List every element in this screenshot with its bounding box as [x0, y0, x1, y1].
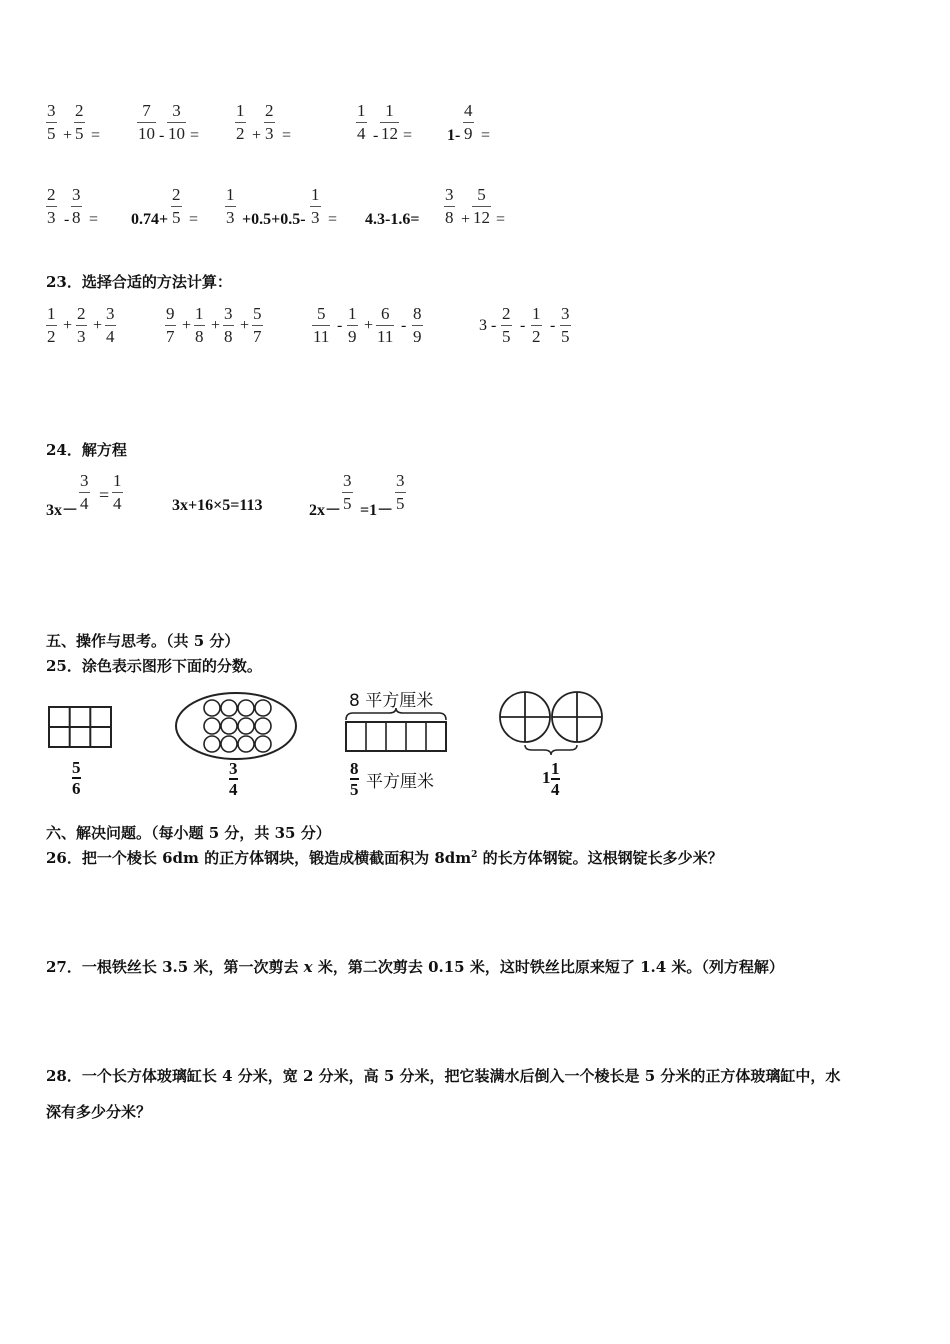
operator: + — [63, 317, 73, 334]
operator: + — [461, 211, 471, 228]
section-6-title: 六、解决问题。（每小题 5 分，共 35 分） — [46, 824, 331, 842]
equals-sign: = — [481, 127, 491, 144]
operator: + — [364, 317, 374, 334]
expression-text: 3x+16×5=113 — [172, 497, 263, 514]
q24-title: 24．解方程 — [46, 441, 127, 459]
fraction: 3 4 — [80, 471, 89, 513]
fig3-unit-label: 平方厘米 — [366, 772, 434, 792]
q25-title: 25．涂色表示图形下面的分数。 — [46, 657, 262, 675]
equals-sign: = — [89, 211, 99, 228]
prefix: 3x－ — [46, 502, 79, 519]
ellipse-circles-figure[interactable] — [174, 691, 300, 761]
prefix: 2x－ — [309, 502, 342, 519]
equals-sign: = — [190, 127, 200, 144]
fraction: 3 5 — [561, 304, 570, 346]
operator: + — [182, 317, 192, 334]
operator: + — [252, 127, 262, 144]
fraction: 3 5 — [396, 471, 405, 513]
fraction: 1 2 — [47, 304, 56, 346]
expression-text: 4.3-1.6= — [365, 211, 420, 228]
operator: - — [337, 317, 343, 334]
fig4-fraction: 1 4 — [551, 759, 560, 799]
fraction: 3 10 — [168, 101, 185, 143]
operator: + — [240, 317, 250, 334]
fraction: 1 4 — [113, 471, 122, 513]
operator: +0.5+0.5- — [242, 211, 306, 228]
equals-sign: = — [282, 127, 292, 144]
operator: =1－ — [360, 502, 394, 519]
fraction: 1 4 — [357, 101, 366, 143]
fraction: 1 9 — [348, 304, 357, 346]
operator: + — [63, 127, 73, 144]
fraction: 5 7 — [253, 304, 262, 346]
operator: - — [64, 211, 70, 228]
equals-sign: = — [328, 211, 338, 228]
fraction: 1 3 — [311, 185, 320, 227]
operator: + — [93, 317, 103, 334]
fraction: 2 3 — [47, 185, 56, 227]
fraction: 2 5 — [172, 185, 181, 227]
prefix: 0.74+ — [131, 211, 169, 228]
fraction: 3 4 — [106, 304, 115, 346]
equals-sign: = — [91, 127, 101, 144]
fraction: 8 9 — [413, 304, 422, 346]
fraction: 2 3 — [77, 304, 86, 346]
fraction: 6 11 — [377, 304, 394, 346]
q26-text: 26．把一个棱长 6dm 的正方体钢块，锻造成横截面积为 $8dm^2$ 的长方体钢锭。这根钢锭长多少米？ — [46, 849, 723, 867]
prefix: 1- — [447, 127, 461, 144]
q27-text: 27．一根铁丝长 3.5 米，第一次剪去 x 米，第二次剪去 0.15 米，这时铁丝比原来短了 1.4 米。（列方程解） — [46, 958, 784, 976]
fraction: 5 11 — [313, 304, 330, 346]
fraction: 5 12 — [473, 185, 490, 227]
fraction: 9 7 — [166, 304, 175, 346]
value: 6dm — [162, 849, 199, 867]
fraction: 3 8 — [224, 304, 233, 346]
q23-title: 23．选择合适的方法计算： — [46, 273, 232, 291]
equals-sign: = — [189, 211, 199, 228]
fraction: 3 5 — [343, 471, 352, 513]
fig2-fraction: 3 4 — [229, 759, 238, 799]
fraction: 1 2 — [236, 101, 245, 143]
equals-sign: = — [403, 127, 413, 144]
fraction: 1 12 — [381, 101, 398, 143]
fig3-fraction: 8 5 — [350, 759, 359, 799]
operator: - — [159, 127, 165, 144]
operator: - — [520, 317, 526, 334]
q28-text-line1: 28．一个长方体玻璃缸长 4 分米，宽 2 分米，高 5 分米，把它装满水后倒入一个棱长是 5 分米的正方体玻璃缸中，水 — [46, 1067, 841, 1085]
operator: - — [401, 317, 407, 334]
operator: - — [550, 317, 556, 334]
fraction: 1 8 — [195, 304, 204, 346]
fraction: 3 8 — [445, 185, 454, 227]
fraction: 1 2 — [532, 304, 541, 346]
bar-rectangles-figure[interactable] — [343, 708, 451, 754]
operator: - — [373, 127, 379, 144]
q28-text-line2: 深有多少分米？ — [46, 1103, 152, 1121]
value: 8dm — [434, 849, 472, 867]
section-5-title: 五、操作与思考。（共 5 分） — [46, 632, 240, 650]
fraction: 3 8 — [72, 185, 81, 227]
fraction: 3 5 — [47, 101, 56, 143]
fraction: 2 3 — [265, 101, 274, 143]
operator: + — [211, 317, 221, 334]
prefix: 3 - — [479, 317, 497, 334]
fraction: 7 10 — [138, 101, 155, 143]
equals-sign: = — [496, 211, 506, 228]
quartered-circles-figure[interactable] — [497, 688, 607, 758]
fraction: 4 9 — [464, 101, 473, 143]
fraction: 2 5 — [75, 101, 84, 143]
fraction: 2 5 — [502, 304, 511, 346]
fraction: 1 3 — [226, 185, 235, 227]
fig4-whole: 1 — [542, 768, 551, 787]
fig3-top-label: 8 平方厘米 — [349, 691, 434, 711]
equals-sign: = — [99, 485, 110, 505]
grid-rectangle-figure[interactable] — [48, 706, 114, 750]
fig1-fraction: 5 6 — [72, 758, 81, 798]
